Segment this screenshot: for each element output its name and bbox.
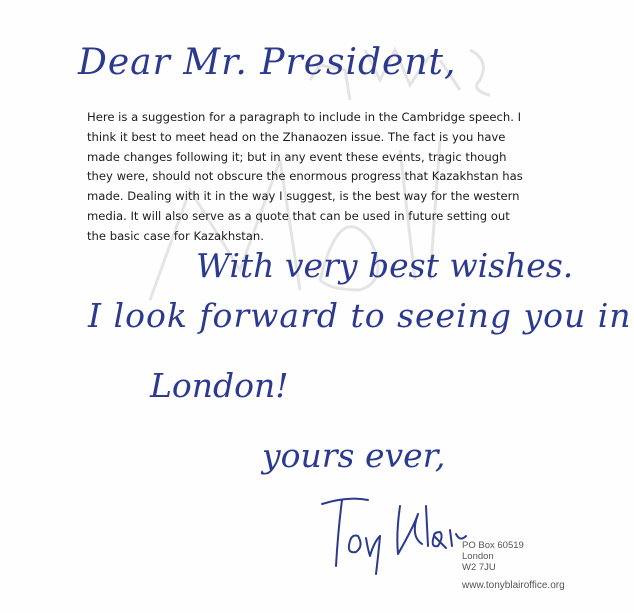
handwritten-best-wishes: With very best wishes. [196,246,574,285]
salutation: Dear Mr. President, [78,42,457,83]
typed-paragraph: Here is a suggestion for a paragraph to include in the Cambridge speech. I think it best to meet head on the Zhanaozen issue. The fact is you have made changes following it; but in any event these events, tragic though they were, should not obscure the enormous progress that Kazakhstan has made. Dealing with it in the way I suggest, is the best way for the western media. It will also serve as a quote that can be used in future setting out the basic case for Kazakhstan. [87,110,523,243]
closing: yours ever, [262,436,446,475]
website-url: www.tonyblairoffice.org [462,580,565,591]
signature [318,486,468,576]
postal-address [462,540,524,573]
address-line: London [462,551,494,562]
handwritten-look-forward: I look forward to seeing you in [88,296,632,335]
address-line: W2 7JU [462,562,496,573]
handwritten-london: London! [150,366,289,405]
address-line: PO Box 60519 [462,540,524,551]
